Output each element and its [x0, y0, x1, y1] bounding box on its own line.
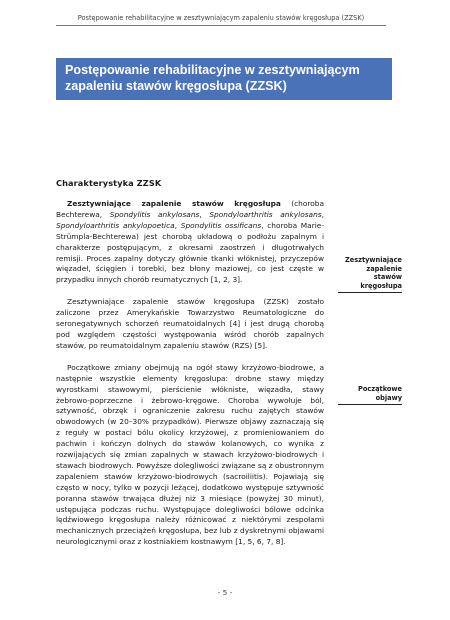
chapter-title-line-2: zapaleniu stawów kręgosłupa (ZZSK): [65, 78, 287, 93]
body-text: [56, 199, 324, 559]
paragraph-1: [56, 199, 324, 286]
bold-term: Zesztywniające zapalenie stawów kręgosłupa: [67, 199, 281, 208]
chapter-title-line-1: Postępowanie rehabilitacyjne w zesztywniającym: [65, 63, 360, 77]
text-run: ,: [174, 220, 181, 230]
text-run: ,: [199, 209, 210, 219]
chapter-title-banner: [56, 58, 392, 100]
text-run: (choroba Bechterewa,: [56, 199, 324, 219]
latin-term: Spondyloarthritis ankylopoetica: [56, 220, 175, 230]
margin-note-zzsk: Zesztywniające zapalenie stawów kręgosłupa: [338, 256, 402, 293]
margin-note-initial-symptoms: Początkowe objawy: [338, 385, 402, 405]
paragraph-3: Początkowe zmiany obejmują na ogół stawy krzyżowo-biodrowe, a następnie wszystkie elementy kręgosłupa: drobne stawy między wyrostkami stawowymi, pierścienie włókniste, więzadła, stawy żebrowo-poprzeczne i żebrowo-kręgowe. Choroba wywołuje ból, sztywność, obrzęk i ograniczenie zakresu ruchu zajętych stawów obwodowych (w 20–30% przypadków). Pierwsze objawy zaznaczają się z reguły w postaci bólu okolicy krzyżowej, z promieniowaniem do pachwin i kończyn dolnych do stawów kolanowych, co wynika z rozwijających się zmian zapalnych w stawach krzyżowo-biodrowych i stawach biodrowych. Powyższe dolegliwości związane są z obustronnym zapaleniem stawów krzyżowo-biodrowych (sacroiliitis). Pojawiają się często w nocy, tylko w pozycji leżącej, dodatkowo występuje sztywność poranna stawów trwająca dłużej niż 3 miesiące (powyżej 30 minut), ustępująca podczas ruchu. Występujące dolegliwości bólowe odcinka lędźwiowego kręgosłupa należy różnicować z niektórymi zespołami mechanicznych przeciążeń kręgosłupa, bez lub z dyskretnymi objawami neurologicznymi oraz z kostniakiem kostnawym [1, 5, 6, 7, 8].: [56, 362, 324, 547]
running-header: Postępowanie rehabilitacyjne w zesztywniającym zapaleniu stawów kręgosłupa (ZZSK): [56, 14, 386, 26]
latin-term: Spondylitis ankylosans: [109, 209, 200, 219]
text-run: , choroba Marie-Strümpla-Bechterewa) jest chorobą układową o podłożu zapalnym i charakterze postępującym, z okresami zaostrzeń i długotrwałych remisji. Proces zapalny dotyczy głównie tkanki włóknistej, przyczepów więzadeł, ścięgien i torebki, bez błony maziowej, co jest częste w przypadku innych chorób reumatycznych [1, 2, 3].: [56, 220, 325, 285]
text-run: ,: [321, 209, 324, 219]
section-heading: Charakterystyka ZZSK: [56, 178, 162, 188]
paragraph-2: Zesztywniające zapalenie stawów kręgosłupa (ZZSK) zostało zaliczone przez Amerykańskie Towarzystwo Reumatologiczne do seronegatywnych schorzeń reumatoidalnych [4] i jest drugą chorobą pod względem częstości występowania wśród chorób zapalnych stawów, po reumatoidalnym zapaleniu stawów (RZS) [5].: [56, 297, 324, 350]
latin-term: Spondyloarthritis ankylosans: [209, 209, 322, 219]
page-number: - 5 -: [217, 588, 233, 597]
latin-term: Spondylitis ossificans: [180, 220, 262, 230]
